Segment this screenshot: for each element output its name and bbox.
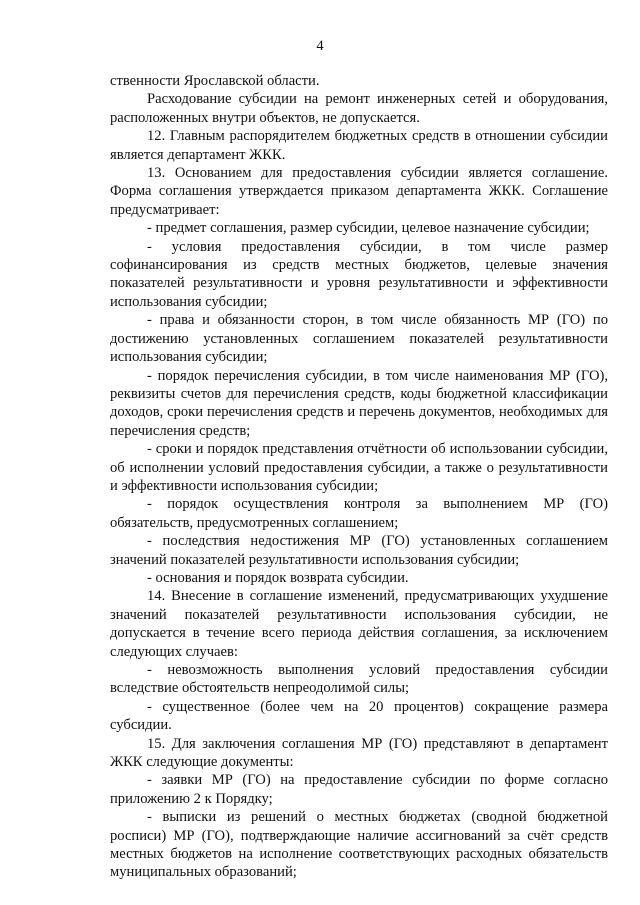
paragraph-subsidy-spending: Расходование субсидии на ремонт инженерных сетей и оборудования, расположенных внутри объектов, не допускается. bbox=[110, 91, 608, 126]
list-item: - предмет соглашения, размер субсидии, целевое назначение субсидии; bbox=[147, 220, 590, 237]
page-number: 4 bbox=[316, 38, 324, 54]
list-item: - основания и порядок возврата субсидии. bbox=[147, 569, 409, 586]
paragraph-14: 14. Внесение в соглашение изменений, предусматривающих ухудшение значений показателей результативности использования субсидии, не допускается в течение всего периода действия соглашения, за исключением следующих случаев: bbox=[110, 588, 608, 660]
list-item: - невозможность выполнения условий предоставления субсидии вследствие обстоятельств непреодолимой силы; bbox=[110, 662, 608, 697]
list-item: - существенное (более чем на 20 процентов) сокращение размера субсидии. bbox=[110, 698, 608, 734]
list-item: - сроки и порядок представления отчётности об использовании субсидии, об исполнении условий предоставления субсидии, а также о результативности и эффективности использования субсидии; bbox=[110, 441, 608, 494]
paragraph-13: 13. Основанием для предоставления субсидии является соглашение. Форма соглашения утверждается приказом департамента ЖКК. Соглашение предусматривает: bbox=[110, 165, 608, 218]
document-body bbox=[110, 72, 608, 882]
paragraph-15: 15. Для заключения соглашения МР (ГО) представляют в департамент ЖКК следующие документы: bbox=[110, 735, 608, 771]
paragraph-continuation: ственности Ярославской области. bbox=[110, 73, 320, 89]
list-item: - выписки из решений о местных бюджетах (сводной бюджетной росписи) МР (ГО), подтверждающие наличие ассигнований за счёт средств местных бюджетов на исполнение соответствующих расходных обязательств муниципальных образований; bbox=[110, 809, 608, 881]
list-item: - заявки МР (ГО) на предоставление субсидии по форме согласно приложению 2 к Порядку; bbox=[110, 772, 608, 807]
list-item: - условия предоставления субсидии, в том числе размер софинансирования из средств местных бюджетов, целевые значения показателей результативности и уровня результативности и эффективности использования субсидии; bbox=[110, 238, 608, 310]
list-item: - последствия недостижения МР (ГО) установленных соглашением значений показателей результативности использования субсидии; bbox=[110, 533, 608, 568]
list-item: - порядок осуществления контроля за выполнением МР (ГО) обязательств, предусмотренных соглашением; bbox=[110, 496, 608, 531]
list-item: - права и обязанности сторон, в том числе обязанность МР (ГО) по достижению установленных соглашением показателей результативности использования субсидии; bbox=[110, 312, 608, 366]
list-item: - порядок перечисления субсидии, в том числе наименования МР (ГО), реквизиты счетов для перечисления средств, коды бюджетной классификации доходов, сроки перечисления средств и перечень документов, необходимых для перечисления средств; bbox=[110, 367, 608, 439]
paragraph-12: 12. Главным распорядителем бюджетных средств в отношении субсидии является департамент ЖКК. bbox=[110, 128, 608, 163]
